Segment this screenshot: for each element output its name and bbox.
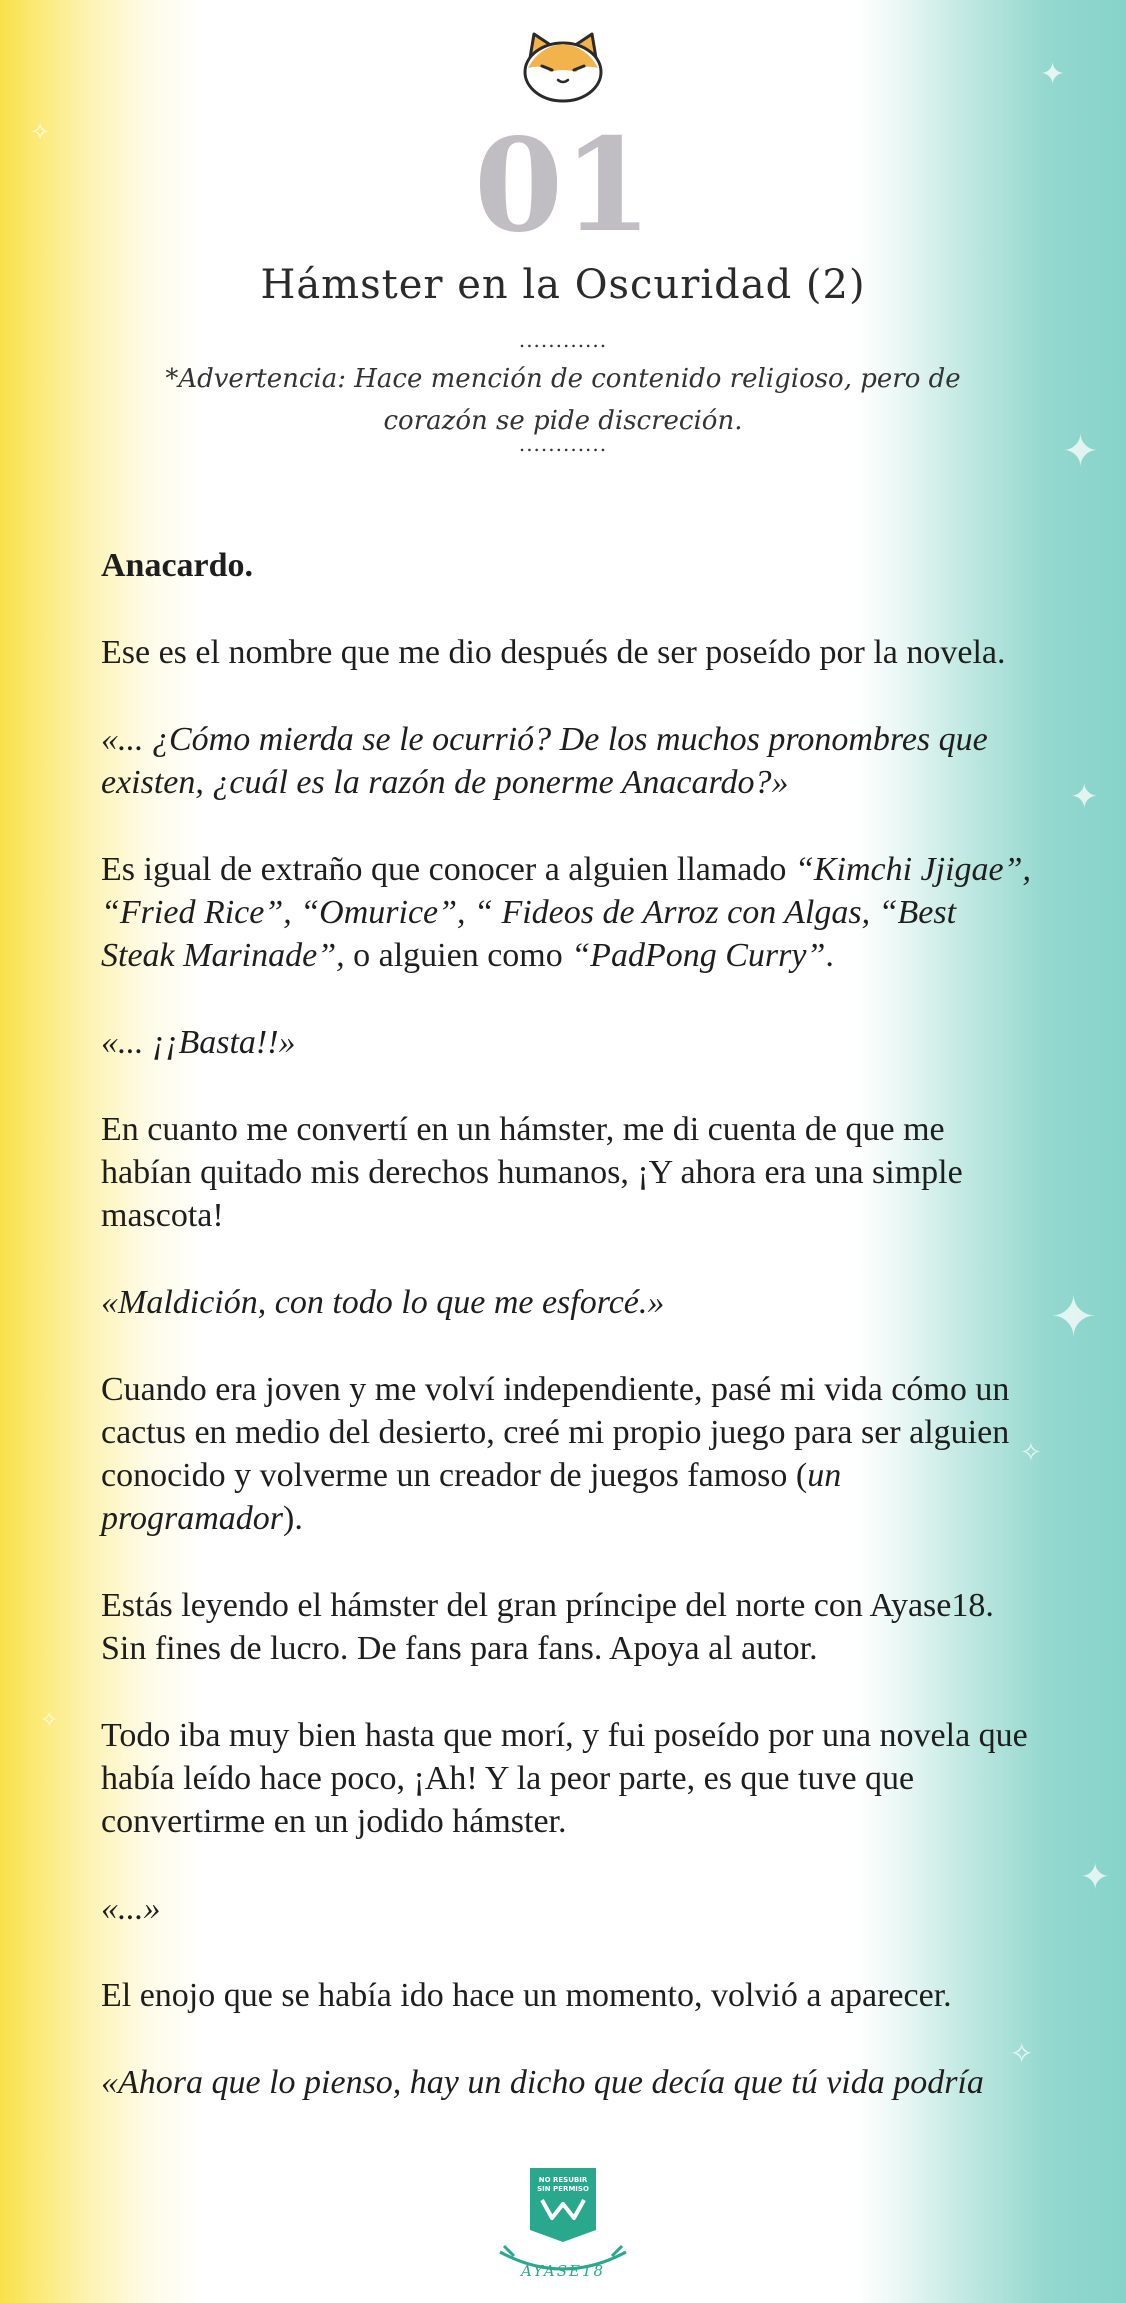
paragraph: Todo iba muy bien hasta que morí, y fui poseído por una novela que había leído hace poco, ¡Ah! Y la peor parte, es que tuve que convertirme en un jodido hámster. <box>101 1717 1028 1840</box>
content-warning: *Advertencia: Hace mención de contenido religioso, pero de corazón se pide discreción. <box>165 364 961 436</box>
badge-line1: NO RESUBIR <box>538 2176 588 2184</box>
paragraph: Anacardo. <box>101 547 254 584</box>
paragraph: Cuando era joven y me volví independiente, pasé mi vida cómo un cactus en medio del desierto, creé mi propio juego para ser alguien conocido y volverme un creador de juegos famoso (un programador). <box>101 1371 1010 1537</box>
hamster-face-icon <box>520 28 606 104</box>
badge-line2: SIN PERMISO <box>537 2185 589 2193</box>
chapter-body <box>101 544 1031 2148</box>
paragraph: El enojo que se había ido hace un momento, volvió a aparecer. <box>101 1977 952 2014</box>
dialogue-paragraph: «Ahora que lo pienso, hay un dicho que decía que tú vida podría <box>101 2064 984 2101</box>
dialogue-paragraph: «... ¿Cómo mierda se le ocurrió? De los muchos pronombres que existen, ¿cuál es la razón de ponerme Anacardo?» <box>101 721 988 801</box>
warning-divider-top: ............ <box>518 328 608 352</box>
paragraph: Ese es el nombre que me dio después de ser poseído por la novela. <box>101 634 1006 671</box>
dialogue-paragraph: «... ¡¡Basta!!» <box>101 1024 296 1061</box>
ayase18-badge-icon <box>490 2160 636 2290</box>
dialogue-paragraph: «...» <box>101 1890 161 1927</box>
paragraph: En cuanto me convertí en un hámster, me di cuenta de que me habían quitado mis derechos humanos, ¡Y ahora era una simple mascota! <box>101 1111 963 1234</box>
chapter-title: Hámster en la Oscuridad (2) <box>260 262 866 308</box>
chapter-number: 01 <box>473 111 653 261</box>
warning-divider-bottom: ............ <box>518 432 608 456</box>
dialogue-paragraph: «Maldición, con todo lo que me esforcé.» <box>101 1284 665 1321</box>
paragraph: Es igual de extraño que conocer a alguien llamado “Kimchi Jjigae”, “Fried Rice”, “Omurice”, “ Fideos de Arroz con Algas, “Best Steak Marinade”, o alguien como “PadPong Curry”. <box>101 851 1032 974</box>
badge-name: AYASE18 <box>520 2262 606 2280</box>
watermark-paragraph: Estás leyendo el hámster del gran príncipe del norte con Ayase18. Sin fines de lucro. De fans para fans. Apoya al autor. <box>101 1587 994 1667</box>
